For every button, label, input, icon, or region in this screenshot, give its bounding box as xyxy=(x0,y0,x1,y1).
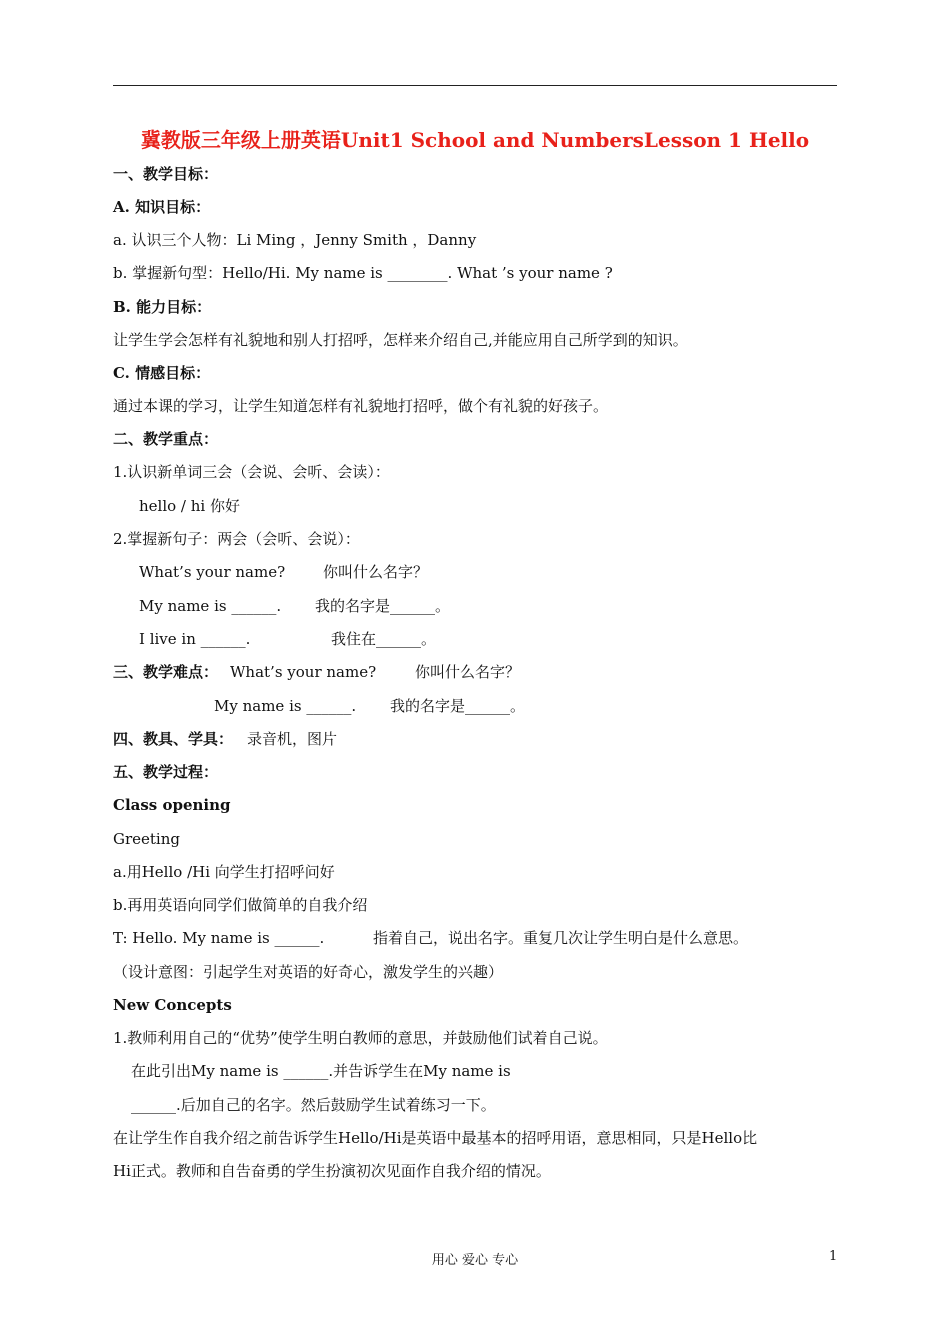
new-concepts-paragraph-line-1: 在让学生作自我介绍之前告诉学生Hello/Hi是英语中最基本的招呼用语，意思相同，只是Hello比 xyxy=(113,1129,758,1147)
document-title: 冀教版三年级上册英语Unit1 School and NumbersLesson 1 Hello xyxy=(140,128,810,152)
new-concepts-item-1-cont: 在此引出My name is ______.并告诉学生在My name is xyxy=(131,1062,511,1080)
new-concepts-paragraph-line-2: Hi正式。教师和自告奋勇的学生扮演初次见面作自我介绍的情况。 xyxy=(113,1162,551,1180)
difficulty-1-cn: 你叫什么名字？ xyxy=(415,663,521,681)
greeting-step-a: a.用Hello /Hi 向学生打招呼问好 xyxy=(113,863,335,881)
difficulty-1-en: What’s your name? xyxy=(230,663,377,681)
objective-c-text: 通过本课的学习，让学生知道怎样有礼貌地打招呼，做个有礼貌的好孩子。 xyxy=(113,397,609,415)
difficulty-2-en: My name is ______. xyxy=(214,697,357,715)
header-rule xyxy=(113,85,837,86)
objective-a-line-1: a. 认识三个人物：Li Ming ，Jenny Smith ，Danny xyxy=(113,231,477,249)
greeting-step-b: b.再用英语向同学们做简单的自我介绍 xyxy=(113,896,368,914)
difficulty-2-cn: 我的名字是______。 xyxy=(390,697,526,715)
key-sentence-2-en: My name is ______. xyxy=(139,597,282,615)
section-3-heading: 三、教学难点： xyxy=(113,663,219,681)
key-sentence-3-cn: 我住在______。 xyxy=(331,630,437,648)
new-concepts-heading: New Concepts xyxy=(113,996,232,1014)
teacher-line-en: T: Hello. My name is ______. xyxy=(113,929,325,947)
key-sentence-1-en: What’s your name? xyxy=(139,563,286,581)
section-2-heading: 二、教学重点： xyxy=(113,430,219,448)
page-number: 1 xyxy=(829,1249,838,1264)
key-point-1-words: hello / hi 你好 xyxy=(139,497,240,515)
design-note: （设计意图：引起学生对英语的好奇心，激发学生的兴趣） xyxy=(113,963,504,981)
objective-b-text: 让学生学会怎样有礼貌地和别人打招呼，怎样来介绍自己,并能应用自己所学到的知识。 xyxy=(113,331,688,349)
page-footer: 用心 爱心 专心 xyxy=(431,1253,519,1268)
section-4-text: 录音机，图片 xyxy=(247,730,338,748)
key-sentence-2-cn: 我的名字是______。 xyxy=(315,597,451,615)
key-point-1: 1.认识新单词三会（会说、会听、会读）： xyxy=(113,463,390,481)
key-sentence-1-cn: 你叫什么名字？ xyxy=(323,563,429,581)
greeting-label: Greeting xyxy=(113,830,180,848)
new-concepts-item-1: 1.教师利用自己的“优势”使学生明白教师的意思，并鼓励他们试着自己说。 xyxy=(113,1029,608,1047)
class-opening-heading: Class opening xyxy=(113,796,231,814)
section-1-heading: 一、教学目标： xyxy=(113,165,219,183)
objective-a-heading: A. 知识目标： xyxy=(113,198,211,216)
section-5-heading: 五、教学过程： xyxy=(113,763,219,781)
section-4-heading: 四、教具、学具： xyxy=(113,730,234,748)
key-sentence-3-en: I live in ______. xyxy=(139,630,251,648)
new-concepts-item-1-cont-2: ______.后加自己的名字。然后鼓励学生试着练习一下。 xyxy=(131,1096,496,1114)
objective-a-line-2: b. 掌握新句型：Hello/Hi. My name is ________. What ’s your name ? xyxy=(113,264,613,282)
objective-b-heading: B. 能力目标： xyxy=(113,298,212,316)
key-point-2: 2.掌握新句子：两会（会听、会说）： xyxy=(113,530,360,548)
teacher-line-cn: 指着自己，说出名字。重复几次让学生明白是什么意思。 xyxy=(373,929,749,947)
objective-c-heading: C. 情感目标： xyxy=(113,364,211,382)
